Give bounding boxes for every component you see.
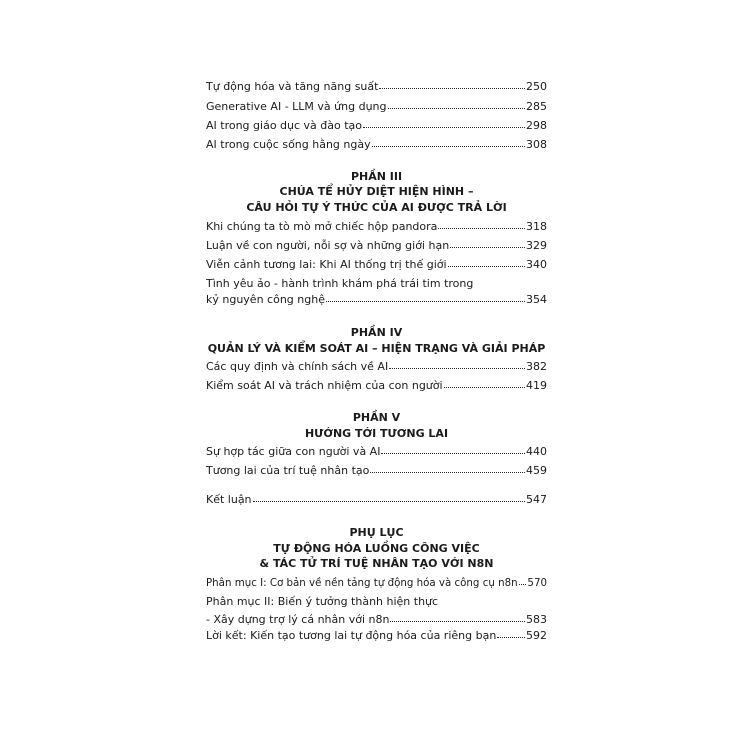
toc-entry [206,575,547,591]
toc-entry-page: 440 [526,445,547,458]
toc-entry-page: 547 [526,493,547,506]
part-label: PHẦN III [350,170,403,183]
part-title: CÂU HỎI TỰ Ý THỨC CỦA AI ĐƯỢC TRẢ LỜI [246,201,507,214]
toc-entry-page: 308 [526,138,547,151]
toc-entry [206,118,547,134]
toc-entry-page: 354 [526,293,547,306]
toc-entry [206,219,547,235]
toc-entry [206,276,547,308]
dot-leader [381,445,525,454]
toc-entry-title: Các quy định và chính sách về AI [206,360,389,373]
dot-leader [363,119,525,128]
part-label: PHẦN V [352,411,401,424]
dot-leader [448,258,525,267]
toc-entry-page: 318 [526,220,547,233]
dot-leader [450,239,525,248]
dot-leader [388,100,526,109]
toc-entry-title: Sự hợp tác giữa con người và AI [206,445,381,458]
toc-entry-page: 340 [526,258,547,271]
dot-leader [379,80,525,89]
toc-entry-page: 382 [526,360,547,373]
toc-entry-title: Kết luận [206,493,252,506]
part-label: PHỤ LỤC [349,526,404,539]
part-title: & TÁC TỬ TRÍ TUỆ NHÂN TẠO VỚI N8N [259,557,494,570]
dot-leader [497,629,525,638]
toc-entry-title: Khi chúng ta tò mò mở chiếc hộp pandora [206,220,438,233]
part-title: QUẢN LÝ VÀ KIỂM SOÁT AI – HIỆN TRẠNG VÀ GIẢI PHÁP [207,342,546,355]
dot-leader [372,138,525,147]
toc-entry-title: Luận về con người, nỗi sợ và những giới hạn [206,239,450,252]
dot-leader [326,293,525,302]
toc-entry-page: 592 [526,629,547,642]
dot-leader [370,464,525,473]
toc-entry-page: 583 [526,613,547,626]
toc-entry-page: 329 [526,239,547,252]
part-label: PHẦN IV [350,326,403,339]
toc-entry [206,359,547,375]
toc-entry [206,79,547,95]
toc-entry-title: Kiểm soát AI và trách nhiệm của con người [206,379,443,392]
part-title: CHÚA TỂ HỦY DIỆT HIỆN HÌNH – [279,185,474,198]
toc-entry [206,444,547,460]
dot-leader [253,493,525,502]
toc-entry-page: 285 [526,100,547,113]
toc-entry [206,257,547,273]
toc-entry-page: 570 [527,577,547,589]
toc-entry-title: Phân mục I: Cơ bản về nền tảng tự động hóa và công cụ n8n [206,577,518,589]
dot-leader [390,613,525,622]
toc-entry-conclusion [206,492,547,508]
table-of-contents [206,0,547,750]
dot-leader [389,360,525,369]
toc-entry [206,594,547,628]
toc-entry [206,628,547,644]
toc-entry-title: Viễn cảnh tương lai: Khi AI thống trị thế giới [206,258,447,271]
toc-entry [206,137,547,153]
toc-entry-title: Phân mục II: Biến ý tưởng thành hiện thực [206,595,439,608]
toc-entry-title: AI trong giáo dục và đào tạo [206,119,363,132]
toc-entry-title: Generative AI - LLM và ứng dụng [206,100,387,113]
part-title: TỰ ĐỘNG HÓA LUỒNG CÔNG VIỆC [273,542,480,555]
toc-entry-page: 250 [526,80,547,93]
toc-entry-title-continued: kỷ nguyên công nghệ [206,293,325,306]
toc-entry-title: Tự động hóa và tăng năng suất [206,80,379,93]
toc-entry-title: Lời kết: Kiến tạo tương lai tự động hóa của riêng bạn [206,629,497,642]
toc-entry-title: Tương lai của trí tuệ nhân tạo [206,464,370,477]
toc-entry-page: 419 [526,379,547,392]
toc-entry-page: 459 [526,464,547,477]
toc-entry-title: Tình yêu ảo - hành trình khám phá trái tim trong [206,277,474,290]
dot-leader [444,379,525,388]
toc-entry-title: AI trong cuộc sống hằng ngày [206,138,371,151]
toc-entry-page: 298 [526,119,547,132]
dot-leader [438,220,525,229]
part-title: HƯỚNG TỚI TƯƠNG LAI [304,427,449,440]
toc-entry-title-continued: - Xây dựng trợ lý cá nhân với n8n [206,613,390,626]
toc-entry [206,99,547,115]
toc-entry [206,238,547,254]
dot-leader [519,576,527,585]
toc-entry [206,378,547,394]
toc-entry [206,463,547,479]
